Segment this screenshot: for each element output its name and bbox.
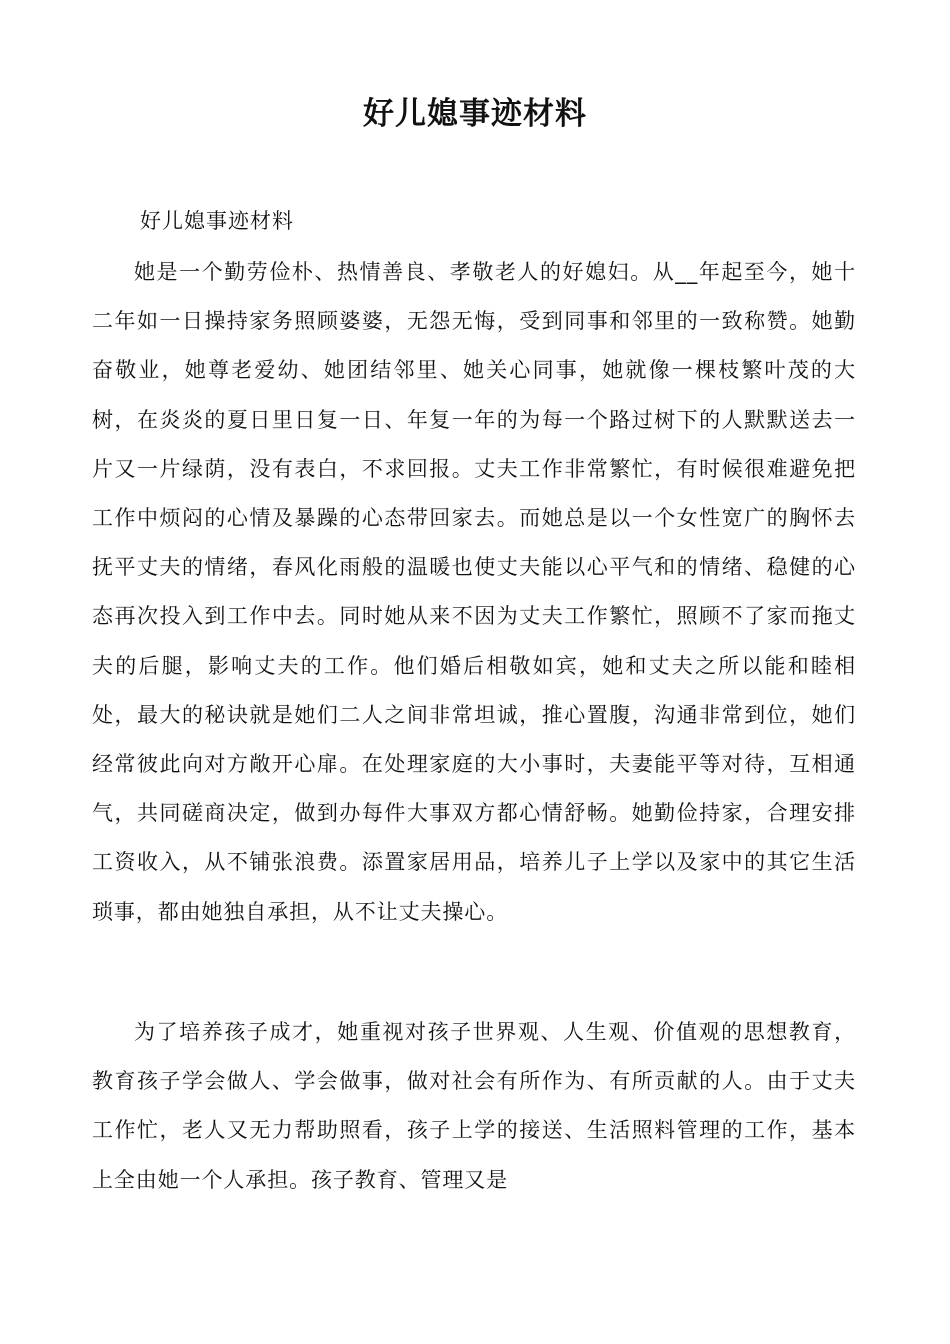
document-subtitle: 好儿媳事迹材料 xyxy=(140,209,294,233)
document-title: 好儿媳事迹材料 xyxy=(363,96,587,132)
body-paragraph-2: 为了培养孩子成才，她重视对孩子世界观、人生观、价值观的思想教育，教育孩子学会做人、学会做事，做对社会有所作为、有所贡献的人。由于丈夫工作忙，老人又无力帮助照看，孩子上学的接送、生活照料管理的工作，基本上全由她一个人承担。孩子教育、管理又是 xyxy=(92,1020,856,1192)
body-paragraph-1: 她是一个勤劳俭朴、热情善良、孝敬老人的好媳妇。从__年起至今，她十二年如一日操持家务照顾婆婆，无怨无悔，受到同事和邻里的一致称赞。她勤奋敬业，她尊老爱幼、她团结邻里、她关心同事，她就像一棵枝繁叶茂的大树，在炎炎的夏日里日复一日、年复一年的为每一个路过树下的人默默送去一片又一片绿荫，没有表白，不求回报。丈夫工作非常繁忙，有时候很难避免把工作中烦闷的心情及暴躁的心态带回家去。而她总是以一个女性宽广的胸怀去抚平丈夫的情绪，春风化雨般的温暖也使丈夫能以心平气和的情绪、稳健的心态再次投入到工作中去。同时她从来不因为丈夫工作繁忙，照顾不了家而拖丈夫的后腿，影响丈夫的工作。他们婚后相敬如宾，她和丈夫之所以能和睦相处，最大的秘诀就是她们二人之间非常坦诚，推心置腹，沟通非常到位，她们经常彼此向对方敞开心扉。在处理家庭的大小事时，夫妻能平等对待，互相通气，共同磋商决定，做到办每件大事双方都心情舒畅。她勤俭持家，合理安排工资收入，从不铺张浪费。添置家居用品，培养儿子上学以及家中的其它生活琐事，都由她独自承担，从不让丈夫操心。 xyxy=(92,260,856,924)
